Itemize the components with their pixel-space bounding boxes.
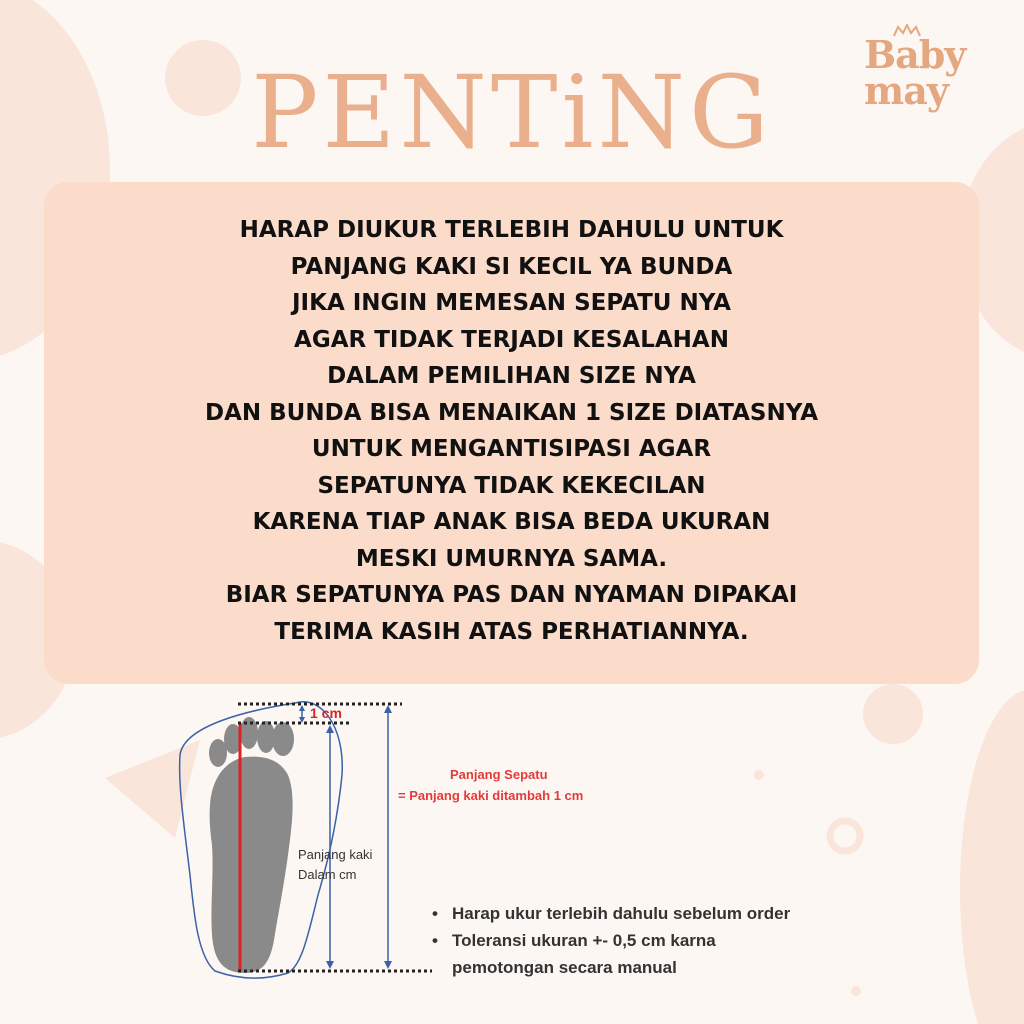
message-line: PANJANG KAKI SI KECIL YA BUNDA [290, 253, 733, 280]
note-text: Toleransi ukuran +- 0,5 cm karna [452, 931, 716, 950]
message-line: UNTUK MENGANTISIPASI AGAR [311, 436, 712, 462]
message-line: KARENA TIAP ANAK BISA BEDA UKURAN [252, 509, 771, 535]
note-item [432, 900, 790, 927]
message-line: SEPATUNYA TIDAK KEKECILAN [317, 472, 706, 499]
bullet-icon: • [432, 904, 438, 923]
measurement-notes [432, 900, 790, 981]
foot-measurement-diagram [170, 695, 870, 995]
foot-silhouette [209, 717, 294, 973]
decor-circle-mid-right [863, 684, 923, 744]
decor-circle-right-lower [960, 690, 1024, 1024]
note-item [432, 927, 790, 954]
foot-label-line-2: Dalam cm [298, 867, 357, 882]
message-line: BIAR SEPATUNYA PAS DAN NYAMAN DIPAKAI [225, 582, 798, 608]
message-line: HARAP DIUKUR TERLEBIH DAHULU UNTUK [239, 217, 784, 243]
message-line: DAN BUNDA BISA MENAIKAN 1 SIZE DIATASNYA [204, 399, 818, 426]
message-line: JIKA INGIN MEMESAN SEPATU NYA [292, 290, 731, 316]
gap-label: 1 cm [310, 705, 342, 721]
page-title: PENTiNG [251, 54, 773, 171]
bullet-icon: • [432, 931, 438, 950]
note-item-continued: pemotongan secara manual [452, 958, 677, 977]
logo-line-2: may [864, 68, 948, 113]
message-card [44, 182, 979, 684]
foot-label-line-1: Panjang kaki [298, 847, 373, 862]
message-line: MESKI UMURNYA SAMA. [355, 545, 668, 572]
foot-length-label [298, 845, 372, 885]
shoe-length-formula: = Panjang kaki ditambah 1 cm [398, 788, 584, 803]
shoe-length-title: Panjang Sepatu [450, 767, 548, 782]
message-line: DALAM PEMILIHAN SIZE NYA [327, 363, 696, 389]
note-text: Harap ukur terlebih dahulu sebelum order [452, 904, 791, 923]
message-line: TERIMA KASIH ATAS PERHATIANNYA. [274, 618, 749, 645]
brand-logo [862, 30, 980, 113]
message-line: AGAR TIDAK TERJADI KESALAHAN [294, 326, 729, 353]
logo-line-1: Baby [864, 32, 966, 77]
message-text [44, 212, 979, 650]
